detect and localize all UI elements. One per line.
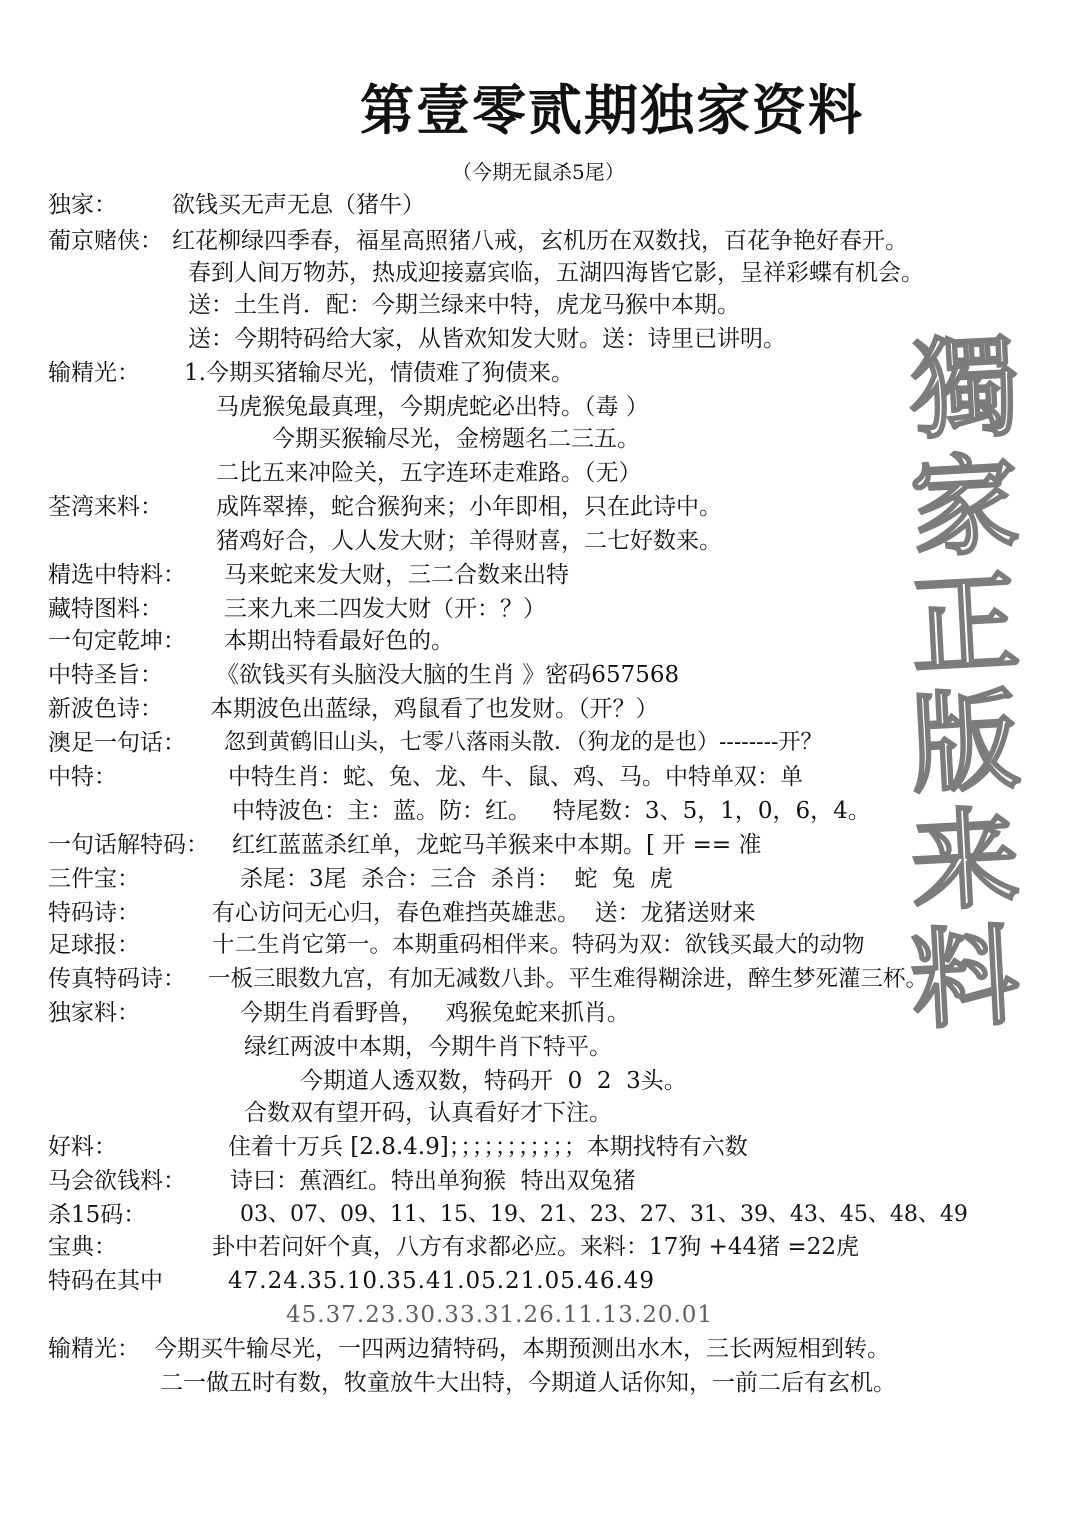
temashi-text: 有心访问无心归，春色难挡英雄悲。 送：龙猪送财来 bbox=[212, 900, 756, 926]
watermark-char: 来 bbox=[907, 795, 1023, 927]
sanjian-text: 杀尾：3尾 杀合：三合 杀肖： 蛇 兔 虎 bbox=[240, 866, 673, 892]
sha15-text: 03、07、09、11、15、19、21、23、27、31、39、43、45、48、49 bbox=[240, 1202, 968, 1227]
xinbo-text: 本期波色出蓝绿，鸡鼠看了也发财。（开？） bbox=[210, 696, 659, 722]
page-title: 第壹零贰期独家资料 bbox=[360, 78, 864, 142]
sha15-label: 杀15码： bbox=[48, 1202, 147, 1228]
watermark-char: 版 bbox=[907, 677, 1023, 809]
dujialiao-line: 今期生肖看野兽， 鸡猴兔蛇来抓肖。 bbox=[240, 1000, 630, 1026]
baodian-text: 卦中若问奸个真，八方有求都必应。来料：17狗 +44猪 =22虎 bbox=[212, 1234, 859, 1260]
shujingguang2-label: 输精光： bbox=[48, 1336, 140, 1362]
tema-label: 特码在其中 bbox=[48, 1268, 163, 1294]
dujialiao-line: 今期道人透双数，特码开 0 2 3头。 bbox=[300, 1068, 687, 1094]
dujialiao-line: 绿红两波中本期，今期牛肖下特平。 bbox=[244, 1034, 612, 1060]
dujia-text: 欲钱买无声无息（猪牛） bbox=[172, 192, 425, 218]
shengzhi-label: 中特圣旨： bbox=[48, 662, 163, 688]
zhongte-line: 中特生肖：蛇、兔、龙、牛、鼠、鸡、马。中特单双：单 bbox=[228, 764, 803, 790]
tema-line: 47.24.35.10.35.41.05.21.05.46.49 bbox=[228, 1268, 656, 1294]
quanwan-label: 荃湾来料： bbox=[48, 494, 163, 520]
dujialiao-line: 合数双有望开码，认真看好才下注。 bbox=[244, 1100, 612, 1126]
temashi-label: 特码诗： bbox=[48, 900, 140, 926]
jiete-label: 一句话解特码： bbox=[48, 832, 209, 858]
chuanzhen-label: 传真特码诗： bbox=[48, 966, 186, 992]
zhongte-label: 中特： bbox=[48, 764, 117, 790]
dujia-label: 独家： bbox=[48, 192, 117, 218]
yiju-label: 一句定乾坤： bbox=[48, 628, 186, 654]
chuanzhen-text: 一板三眼数九宫，有加无减数八卦。平生难得糊涂进，醉生梦死灌三杯。 bbox=[208, 966, 929, 992]
shujingguang-line: 马虎猴兔最真理，今期虎蛇必出特。（毒 ） bbox=[216, 394, 649, 420]
jingxuan-label: 精选中特料： bbox=[48, 562, 186, 588]
zuqiu-text: 十二生肖它第一。本期重码相伴来。特码为双：欲钱买最大的动物 bbox=[212, 932, 865, 958]
shujingguang-line: 1.今期买猪输尽光，情债难了狗债来。 bbox=[184, 360, 574, 386]
pujing-line: 送：今期特码给大家，从皆欢知发大财。送：诗里已讲明。 bbox=[188, 326, 786, 352]
watermark-char: 獨 bbox=[907, 323, 1023, 455]
mahui-text: 诗曰：蕉酒红。特出单狗猴 特出双兔猪 bbox=[230, 1168, 636, 1194]
tema-line: 45.37.23.30.33.31.26.11.13.20.01 bbox=[286, 1302, 714, 1328]
watermark-char: 正 bbox=[907, 559, 1023, 691]
pujing-line: 春到人间万物苏，热成迎接嘉宾临，五湖四海皆它影，呈祥彩蝶有机会。 bbox=[188, 260, 924, 286]
shujingguang-line: 二比五来冲险关，五字连环走难路。（无） bbox=[216, 460, 642, 486]
mahui-label: 马会欲钱料： bbox=[48, 1168, 186, 1194]
shujingguang2-line: 二一做五时有数，牧童放牛大出特，今期道人话你知，一前二后有玄机。 bbox=[160, 1370, 896, 1396]
pujing-line: 送：土生肖．配：今期兰绿来中特，虎龙马猴中本期。 bbox=[188, 292, 740, 318]
jiete-text: 红红蓝蓝杀红单，龙蛇马羊猴来中本期。[ 开 == 准 bbox=[232, 832, 762, 858]
pujing-line: 红花柳绿四季春，福星高照猪八戒，玄机历在双数找，百花争艳好春开。 bbox=[172, 228, 908, 254]
xinbo-label: 新波色诗： bbox=[48, 696, 163, 722]
aozu-label: 澳足一句话： bbox=[48, 730, 186, 756]
watermark-char: 家 bbox=[907, 441, 1023, 573]
dujialiao-label: 独家料： bbox=[48, 1000, 140, 1026]
cangte-label: 藏特图料： bbox=[48, 596, 163, 622]
yiju-text: 本期出特看最好色的。 bbox=[224, 628, 454, 654]
page-subtitle: （今期无鼠杀5尾） bbox=[452, 160, 625, 184]
cangte-text: 三来九来二四发大财（开：？） bbox=[224, 596, 546, 622]
zuqiu-label: 足球报： bbox=[48, 932, 140, 958]
baodian-label: 宝典： bbox=[48, 1234, 117, 1260]
watermark-stamp bbox=[905, 323, 1025, 1045]
pujing-label: 葡京赌侠： bbox=[48, 228, 163, 254]
haoliao-label: 好料： bbox=[48, 1134, 117, 1160]
shujingguang-line: 今期买猴输尽光，金榜题名二三五。 bbox=[272, 426, 640, 452]
shujingguang2-line: 今期买牛输尽光，一四两边猜特码，本期预测出水木，三长两短相到转。 bbox=[154, 1336, 890, 1362]
sanjian-label: 三件宝： bbox=[48, 866, 140, 892]
watermark-char: 料 bbox=[907, 913, 1023, 1045]
shujingguang-label: 输精光： bbox=[48, 360, 140, 386]
zhongte-line: 中特波色：主：蓝。防：红。 特尾数：3、5，1，0，6，4。 bbox=[232, 798, 871, 824]
haoliao-text: 住着十万兵 [2.8.4.9]；；；；；；；；；；；本期找特有六数 bbox=[228, 1134, 748, 1160]
quanwan-line: 成阵翠捧，蛇合猴狗来；小年即相，只在此诗中。 bbox=[216, 494, 722, 520]
shengzhi-text: 《欲钱买有头脑没大脑的生肖 》密码657568 bbox=[216, 662, 680, 688]
jingxuan-text: 马来蛇来发大财，三二合数来出特 bbox=[224, 562, 569, 588]
quanwan-line: 猪鸡好合，人人发大财；羊得财喜，二七好数来。 bbox=[216, 528, 722, 554]
aozu-text: 忽到黄鹤旧山头，七零八落雨头散．（狗龙的是也）--------开？ bbox=[224, 730, 823, 755]
